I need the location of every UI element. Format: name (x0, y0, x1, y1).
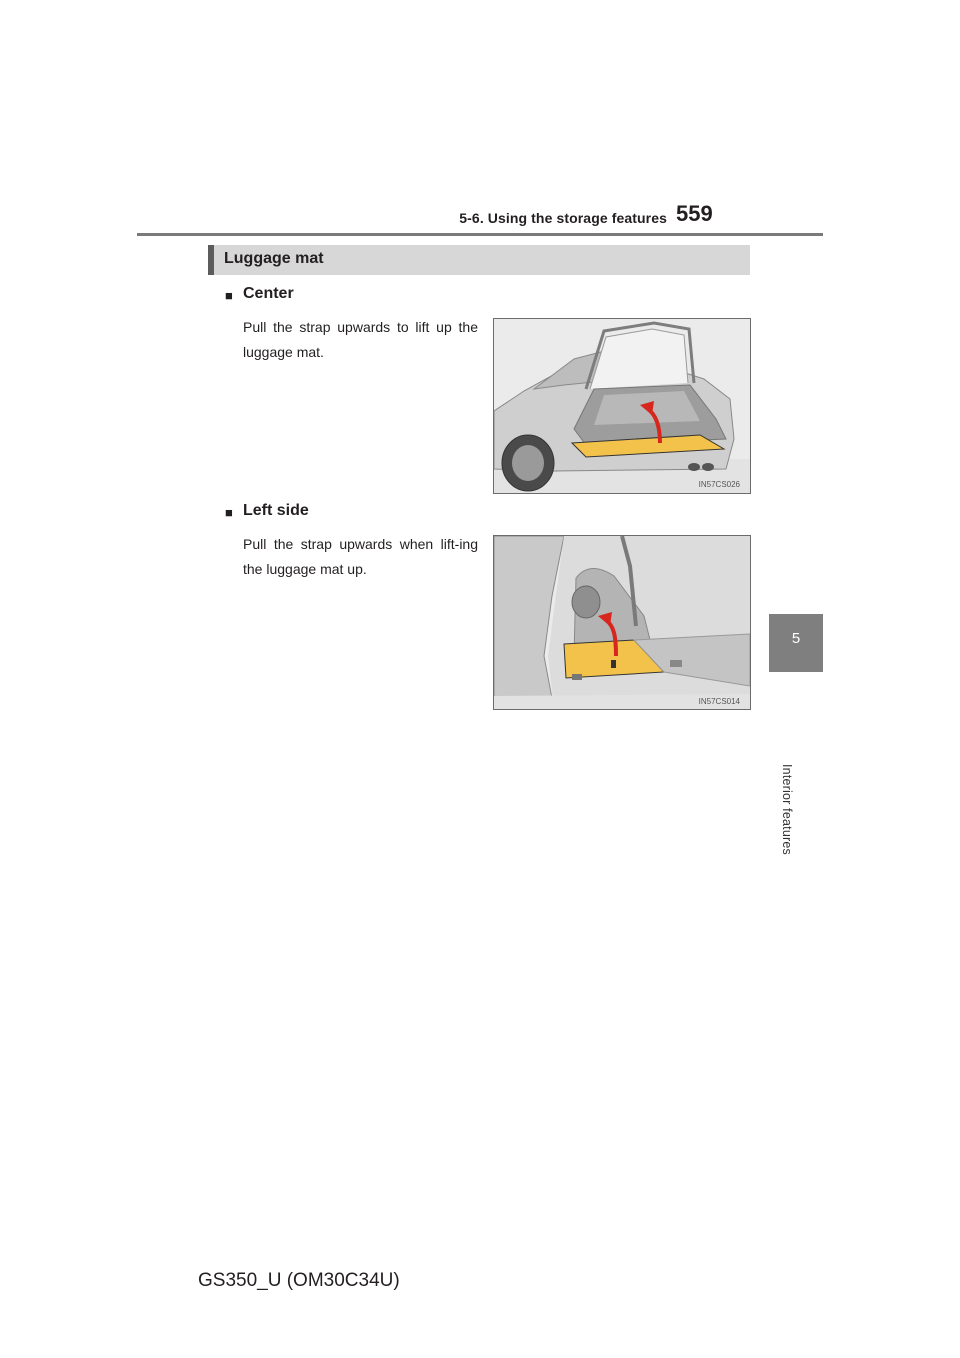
header-rule (137, 233, 823, 236)
instruction-left-side: Pull the strap upwards when lift-ing the luggage mat up. (243, 536, 478, 577)
illustration-trunk-left-side (493, 535, 751, 710)
chapter-number: 5 (791, 630, 801, 647)
illustration-trunk-center (493, 318, 751, 494)
bullet-square: ■ (225, 288, 233, 303)
figure-code: IN57CS014 (698, 697, 740, 706)
section-title: Luggage mat (224, 250, 324, 267)
figure-code: IN57CS026 (698, 480, 740, 489)
page-number: 559 (676, 201, 713, 226)
bullet-square: ■ (225, 505, 233, 520)
subheading-left-side: Left side (243, 502, 309, 519)
chapter-title: Interior features (780, 764, 794, 855)
subheading-center: Center (243, 285, 294, 302)
chapter-title-vertical (769, 672, 823, 855)
running-header-section: 5-6. Using the storage features (459, 210, 667, 226)
section-heading-accent (208, 245, 214, 275)
instruction-center: Pull the strap upwards to lift up the luggage mat. (243, 319, 478, 360)
footer-model-code: GS350_U (OM30C34U) (198, 1270, 400, 1291)
